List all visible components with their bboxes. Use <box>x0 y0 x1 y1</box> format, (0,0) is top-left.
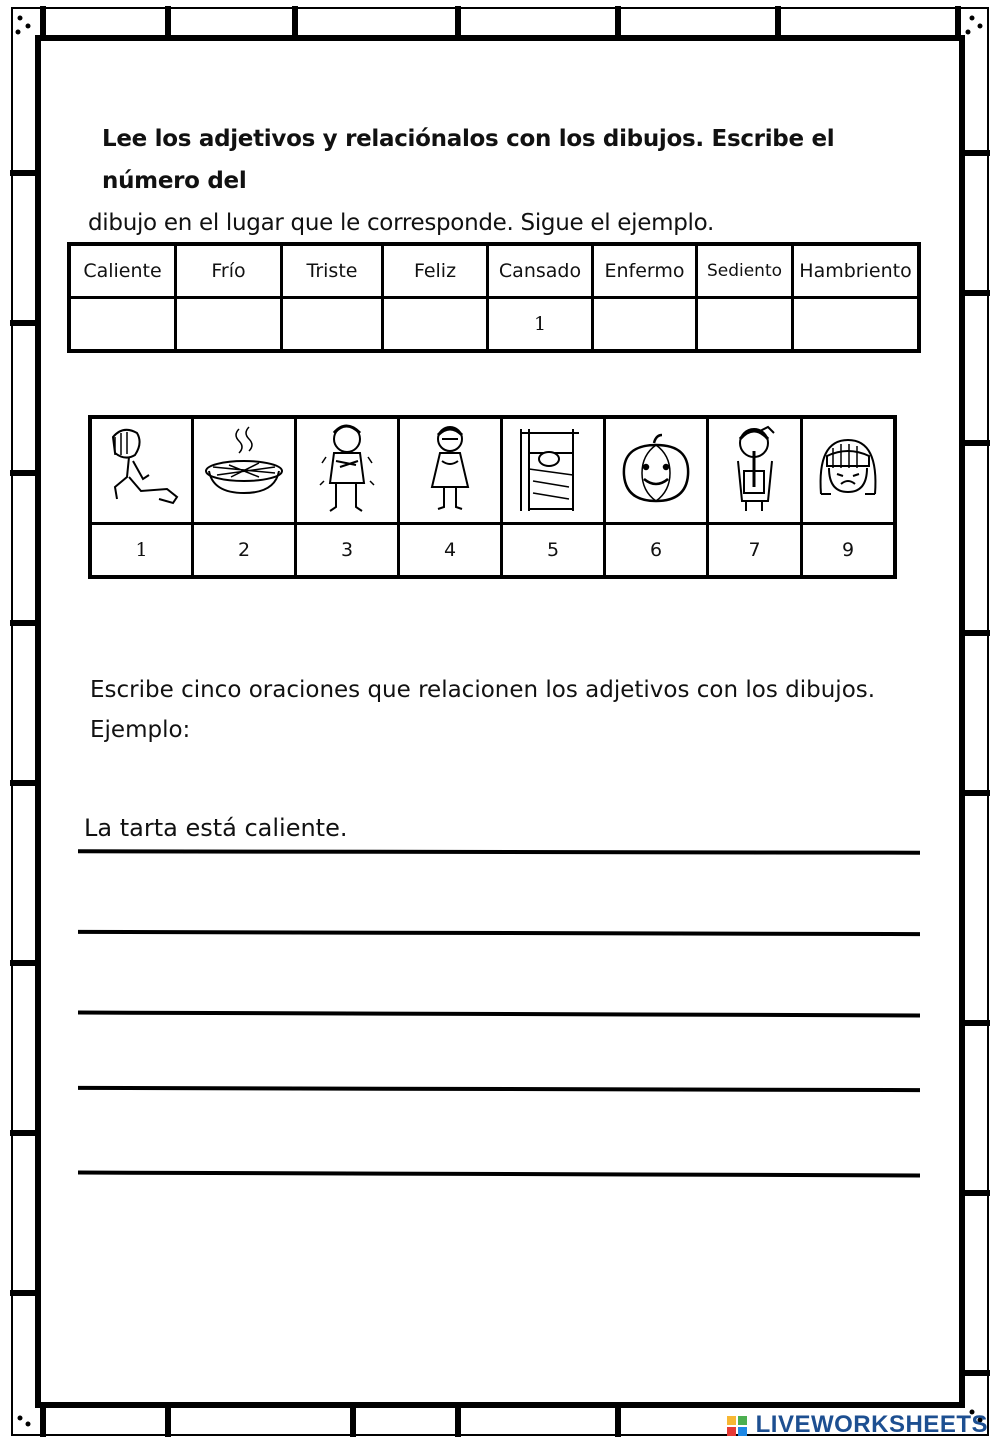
picture-table <box>88 415 897 579</box>
adjective-header-row <box>69 244 919 298</box>
girl-sad-icon <box>813 434 883 504</box>
brand-logo <box>726 1411 988 1439</box>
picture-cell <box>802 417 896 524</box>
picture-cell <box>708 417 802 524</box>
answer-input[interactable] <box>282 298 383 352</box>
picture-number: 6 <box>605 524 708 578</box>
adjective-table <box>67 242 921 353</box>
picture-cell <box>193 417 296 524</box>
picture-number: 2 <box>193 524 296 578</box>
answer-input[interactable] <box>793 298 920 352</box>
picture-cell <box>296 417 399 524</box>
boy-shivering-icon <box>312 421 382 517</box>
picture-cell <box>502 417 605 524</box>
picture-cell <box>605 417 708 524</box>
adjective-cell: Frío <box>176 244 282 298</box>
answer-row <box>69 298 919 352</box>
instructions <box>88 118 908 244</box>
adjective-cell: Enfermo <box>593 244 697 298</box>
picture-number: 4 <box>399 524 502 578</box>
picture-cell <box>90 417 193 524</box>
instructions-line1: Lee los adjetivos y relaciónalos con los dibujos. Escribe el número del <box>102 126 835 194</box>
sentence-task <box>90 670 910 750</box>
picture-number-row <box>90 524 895 578</box>
instructions-line2: dibujo en el lugar que le corresponde. Sigue el ejemplo. <box>88 210 714 236</box>
adjective-cell: Feliz <box>383 244 488 298</box>
example-sentence: La tarta está caliente. <box>84 814 348 842</box>
answer-input[interactable] <box>697 298 793 352</box>
picture-number: 9 <box>802 524 896 578</box>
pumpkin-icon <box>620 433 692 505</box>
adjective-cell: Caliente <box>69 244 176 298</box>
girl-crying-icon <box>420 421 480 517</box>
adjective-cell: Sediento <box>697 244 793 298</box>
answer-input[interactable] <box>176 298 282 352</box>
child-in-bed-icon <box>513 423 593 515</box>
task-line1: Escribe cinco oraciones que relacionen los adjetivos con los dibujos. <box>90 677 876 703</box>
picture-number: 7 <box>708 524 802 578</box>
child-drinking-icon <box>720 421 790 517</box>
picture-row <box>90 417 895 524</box>
adjective-cell: Triste <box>282 244 383 298</box>
answer-input[interactable]: 1 <box>488 298 593 352</box>
answer-input[interactable] <box>593 298 697 352</box>
answer-input[interactable] <box>69 298 176 352</box>
child-sitting-tired-icon <box>99 423 185 515</box>
brand-text: LIVEWORKSHEETS <box>755 1411 988 1438</box>
task-line2: Ejemplo: <box>90 717 191 743</box>
answer-input[interactable] <box>383 298 488 352</box>
hot-pie-icon <box>199 423 289 515</box>
picture-number: 3 <box>296 524 399 578</box>
picture-cell <box>399 417 502 524</box>
brand-squares-icon <box>726 1415 748 1437</box>
picture-number: 5 <box>502 524 605 578</box>
adjective-cell: Cansado <box>488 244 593 298</box>
adjective-cell: Hambriento <box>793 244 920 298</box>
picture-number: 1 <box>90 524 193 578</box>
